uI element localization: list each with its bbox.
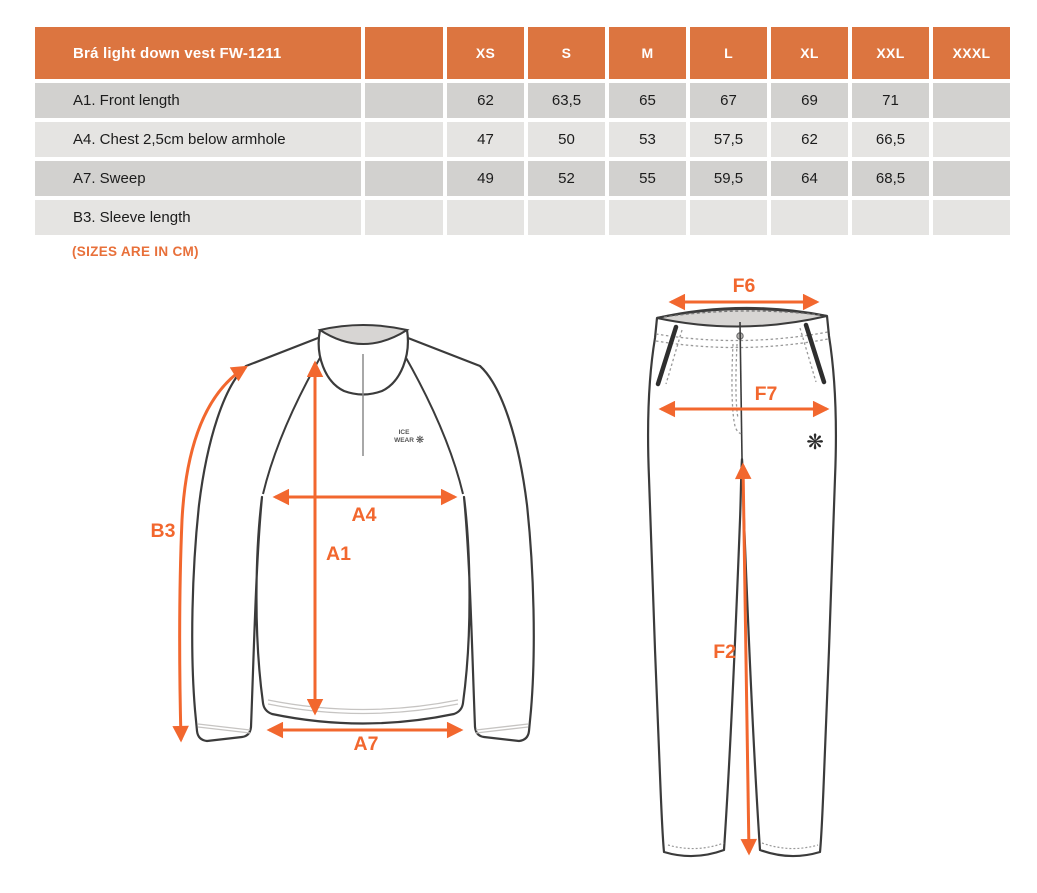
size-header-xxl: XXL — [852, 27, 929, 79]
size-header-s: S — [528, 27, 605, 79]
row-label-a7: A7. Sweep — [35, 161, 361, 196]
table-cell: 67 — [690, 83, 767, 118]
pants-diagram — [648, 275, 836, 856]
row-label-b3: B3. Sleeve length — [35, 200, 361, 235]
table-cell: 62 — [771, 122, 848, 157]
pants-snowflake-icon: ❋ — [806, 431, 824, 454]
table-cell: 69 — [771, 83, 848, 118]
size-header-xs: XS — [447, 27, 524, 79]
table-cell: 63,5 — [528, 83, 605, 118]
row-label-a4: A4. Chest 2,5cm below armhole — [35, 122, 361, 157]
table-cell: 57,5 — [690, 122, 767, 157]
label-a4: A4 — [351, 504, 377, 526]
shirt-diagram — [151, 325, 534, 755]
label-b3: B3 — [150, 520, 176, 542]
label-a7: A7 — [353, 733, 379, 755]
label-a1: A1 — [326, 543, 351, 565]
size-header-xl: XL — [771, 27, 848, 79]
table-cell: 49 — [447, 161, 524, 196]
table-cell: 68,5 — [852, 161, 929, 196]
table-cell: 64 — [771, 161, 848, 196]
table-cell: 65 — [609, 83, 686, 118]
table-cell: 66,5 — [852, 122, 929, 157]
label-f7: F7 — [754, 383, 778, 405]
table-cell: 59,5 — [690, 161, 767, 196]
size-header-l: L — [690, 27, 767, 79]
row-label-a1: A1. Front length — [35, 83, 361, 118]
table-cell: 53 — [609, 122, 686, 157]
units-note: (SIZES ARE IN CM) — [72, 244, 199, 259]
pants-outline — [648, 308, 836, 856]
brand-logo-text-line2: WEAR — [394, 437, 414, 444]
table-cell: 55 — [609, 161, 686, 196]
brand-logo-text-line1: ICE — [398, 429, 410, 436]
label-f2: F2 — [713, 641, 736, 663]
size-header-m: M — [609, 27, 686, 79]
table-cell: 62 — [447, 83, 524, 118]
table-cell: 50 — [528, 122, 605, 157]
brand-logo-snowflake-icon: ❋ — [415, 435, 425, 446]
table-title: Brá light down vest FW-1211 — [35, 27, 361, 79]
table-cell: 47 — [447, 122, 524, 157]
label-f6: F6 — [732, 275, 756, 297]
size-header-xxxl: XXXL — [933, 27, 1010, 79]
table-cell: 52 — [528, 161, 605, 196]
table-cell: 71 — [852, 83, 929, 118]
